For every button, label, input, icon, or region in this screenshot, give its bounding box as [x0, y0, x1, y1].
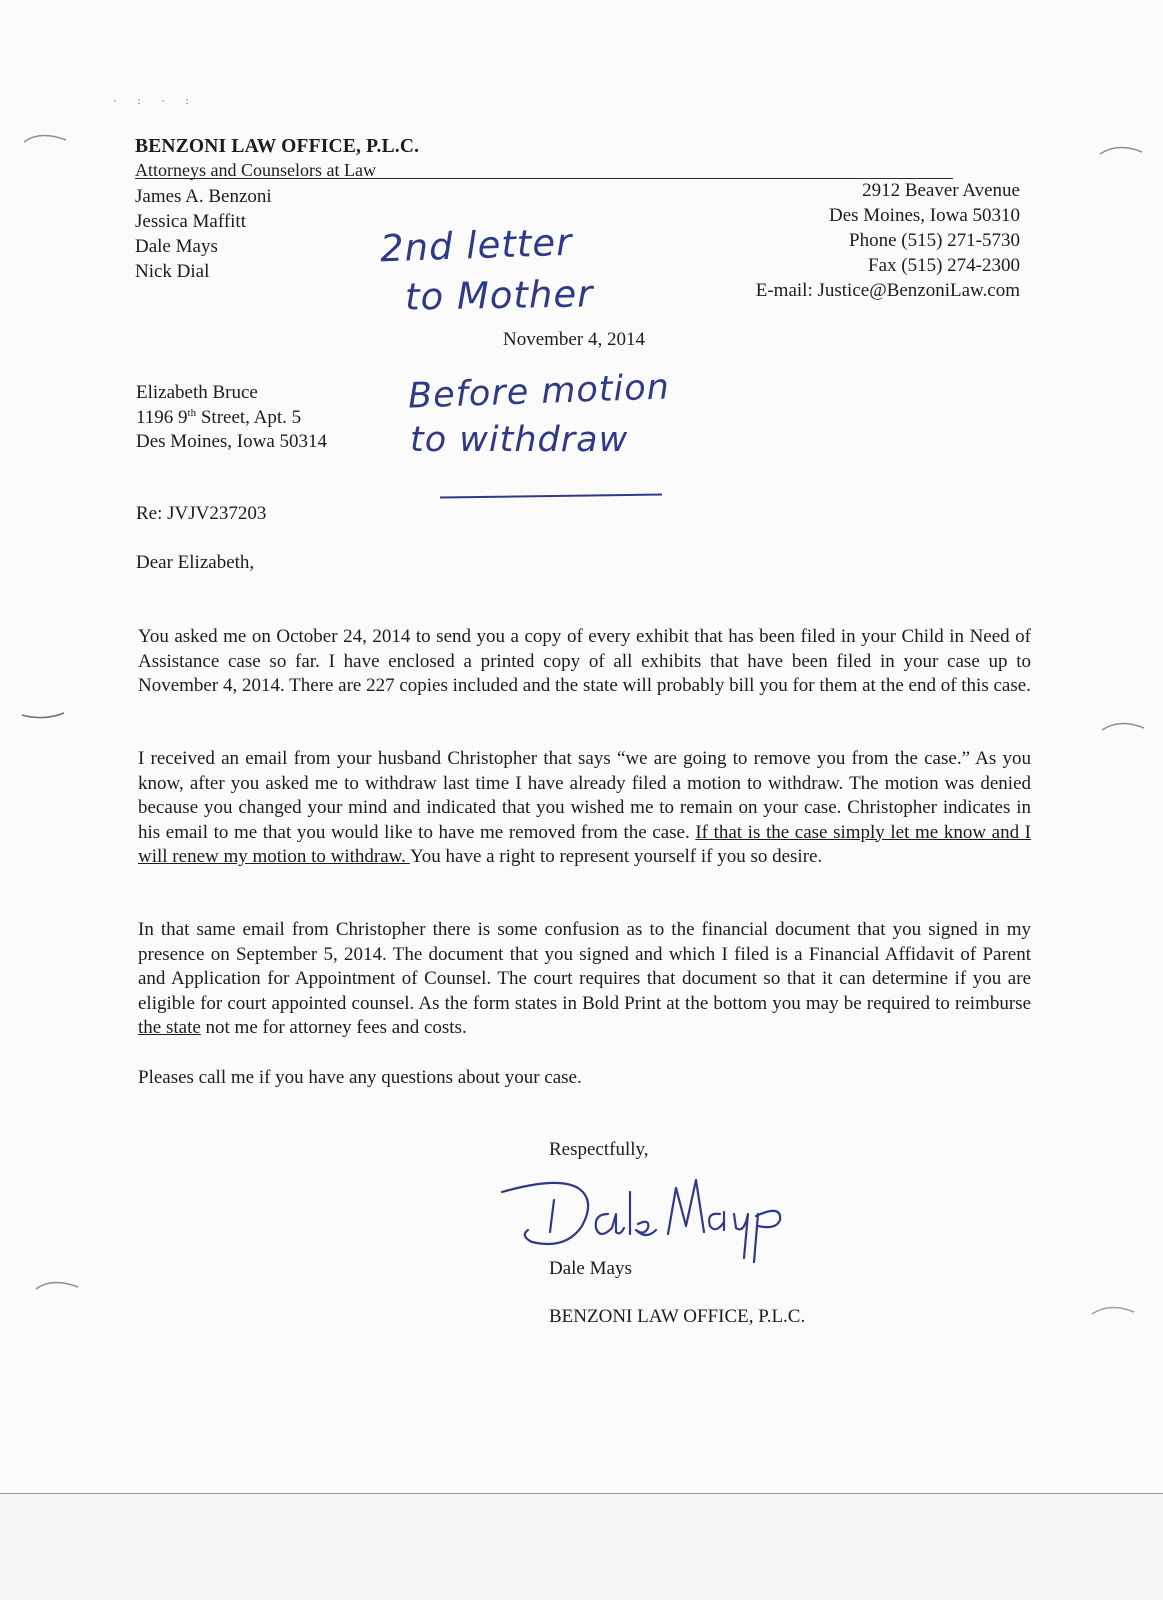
firm-city: Des Moines, Iowa 50310 — [828, 205, 1020, 226]
punch-mark-right-bottom — [1090, 1300, 1136, 1318]
paragraph-2-text-a: I received an email from your husband Christopher that says “we are going to remove you from the case.” As you know, after you asked me to withdraw last time I have already filed a motion to withdraw. The motion was denied because you changed your mind and indicated that you wished me to remain on your case. Christopher indicates in his email to me that you would like to have me removed from the case. — [138, 748, 1031, 843]
firm-phone: Phone (515) 271-5730 — [849, 230, 1020, 251]
paragraph-3-underlined-text: the state — [138, 1017, 201, 1038]
paragraph-3-text-a: In that same email from Christopher there is some confusion as to the financial document that you signed in my presence on September 5, 2014. The document that you signed and which I filed is a Financial Affidavit of Parent and Application for Appointment of Counsel. The court requires that document so that it can determine if you are eligible for court appointed counsel. As the form states in Bold Print at the bottom you may be required to reimburse — [138, 919, 1031, 1014]
letter-date: November 4, 2014 — [503, 329, 645, 350]
attorney-name: Jessica Maffitt — [135, 211, 246, 232]
signer-firm: BENZONI LAW OFFICE, P.L.C. — [549, 1306, 806, 1327]
paper-bottom-edge — [0, 1493, 1163, 1494]
handwritten-underline — [440, 493, 662, 498]
recipient-street-rest: Street, Apt. 5 — [196, 406, 302, 428]
punch-mark-left-middle — [20, 707, 66, 725]
firm-fax: Fax (515) 274-2300 — [868, 255, 1020, 276]
firm-street: 2912 Beaver Avenue — [862, 180, 1020, 201]
salutation: Dear Elizabeth, — [136, 552, 255, 573]
paragraph-2-text-b: You have a right to represent yourself if you so desire. — [409, 846, 823, 867]
closing: Respectfully, — [549, 1139, 649, 1160]
handwritten-signature — [498, 1170, 788, 1265]
handwritten-note-line-2: to Mother — [404, 272, 594, 319]
handwritten-note-line-1: 2nd letter — [379, 220, 573, 271]
body-paragraph-3 — [138, 918, 1031, 1041]
recipient-street-number: 1196 9 — [136, 406, 188, 428]
signer-name: Dale Mays — [549, 1258, 632, 1279]
punch-mark-left-bottom — [34, 1275, 80, 1293]
firm-tagline: Attorneys and Counselors at Law — [135, 160, 376, 180]
recipient-address — [136, 381, 327, 455]
handwritten-note-line-4: to withdraw — [410, 420, 629, 460]
body-paragraph-4: Pleases call me if you have any questions about your case. — [138, 1067, 582, 1088]
punch-mark-left-top — [22, 128, 68, 146]
body-paragraph-2 — [138, 747, 1031, 870]
recipient-name: Elizabeth Bruce — [136, 382, 258, 403]
recipient-street-suffix: th — [187, 406, 197, 419]
punch-mark-right-middle — [1100, 716, 1146, 734]
attorney-name: Dale Mays — [135, 236, 218, 257]
scan-specks: · : · : — [112, 96, 197, 107]
attorney-name: James A. Benzoni — [135, 186, 272, 207]
firm-email: E-mail: Justice@BenzoniLaw.com — [755, 280, 1020, 301]
firm-name: BENZONI LAW OFFICE, P.L.C. — [135, 136, 420, 157]
punch-mark-right-top — [1098, 140, 1144, 158]
paragraph-2-underlined-text: If that is the case simply let me know and I will renew my motion to withdraw. — [138, 821, 1032, 867]
firm-address-block — [756, 178, 1020, 303]
recipient-street — [136, 406, 327, 431]
attorney-name: Nick Dial — [135, 261, 210, 282]
attorney-list — [135, 184, 272, 284]
scan-bottom-margin — [0, 1494, 1163, 1600]
body-paragraph-1: You asked me on October 24, 2014 to send you a copy of every exhibit that has been filed in your Child in Need of Assistance case so far. I have enclosed a printed copy of all exhibits that have been filed in your case up to November 4, 2014. There are 227 copies included and the state will probably bill you for them at the end of this case. — [138, 626, 1031, 696]
reference-line: Re: JVJV237203 — [136, 503, 267, 524]
paragraph-3-text-b: not me for attorney fees and costs. — [200, 1017, 467, 1038]
handwritten-note-line-3: Before motion — [407, 367, 671, 417]
recipient-city: Des Moines, Iowa 50314 — [136, 431, 328, 452]
